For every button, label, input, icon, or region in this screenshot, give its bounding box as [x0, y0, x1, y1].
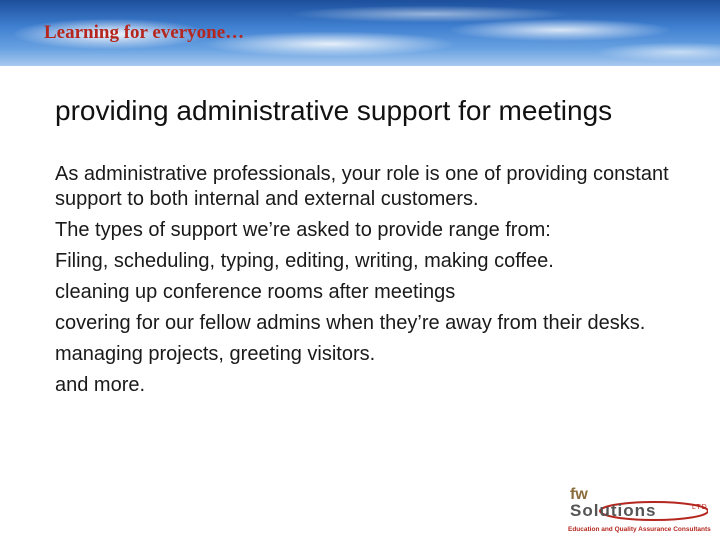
logo-fw-text: fw [570, 486, 588, 503]
logo-ltd-text: LTD [692, 504, 708, 511]
body-paragraph: As administrative professionals, your role is one of providing constant support to both internal and external customers. [55, 163, 669, 210]
body-paragraph: cleaning up conference rooms after meetings [55, 281, 456, 303]
body-paragraph: Filing, scheduling, typing, editing, writing, making coffee. [55, 250, 554, 272]
body-paragraph: The types of support we’re asked to provide range from: [55, 219, 551, 241]
company-logo [566, 486, 716, 538]
banner-tagline: Learning for everyone… [44, 22, 245, 43]
slide-body [55, 162, 675, 404]
logo-solutions-text: Solutions [570, 501, 657, 520]
body-paragraph: managing projects, greeting visitors. [55, 343, 376, 365]
body-paragraph: and more. [55, 374, 146, 396]
body-paragraph: covering for our fellow admins when they’re away from their desks. [55, 312, 646, 334]
header-banner [0, 0, 720, 66]
slide-title: providing administrative support for meetings [55, 95, 613, 126]
logo-tagline: Education and Quality Assurance Consultants [568, 526, 711, 533]
